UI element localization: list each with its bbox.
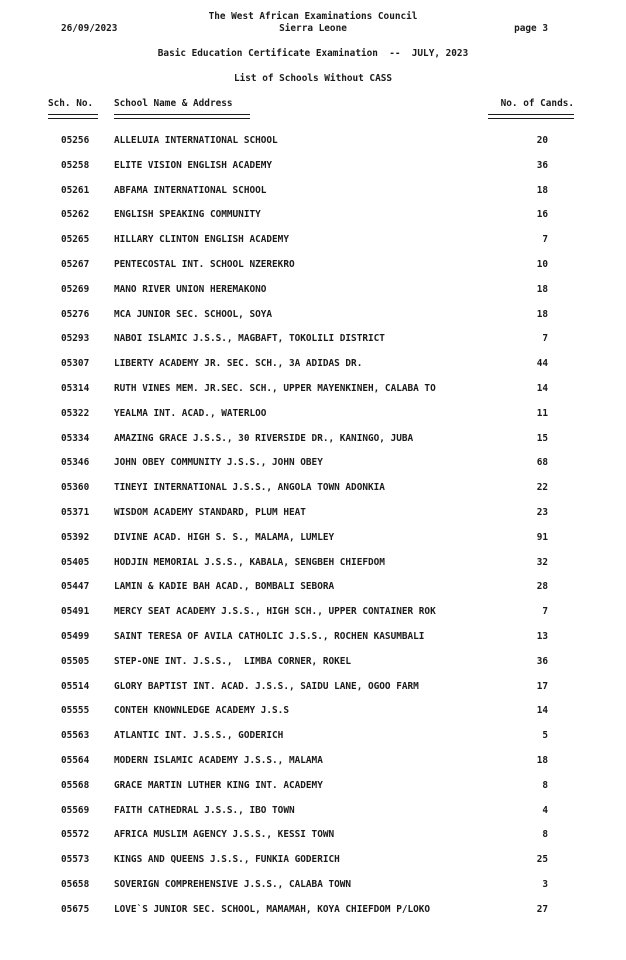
school-name: STEP-ONE INT. J.S.S., LIMBA CORNER, ROKEL xyxy=(114,655,352,667)
country-name: Sierra Leone xyxy=(279,23,347,34)
candidate-count: 7 xyxy=(542,234,548,246)
table-row xyxy=(0,457,626,469)
column-header-school-name: School Name & Address xyxy=(114,98,233,109)
school-name: GLORY BAPTIST INT. ACAD. J.S.S., SAIDU LANE, OGOO FARM xyxy=(114,680,419,692)
candidate-count: 18 xyxy=(536,283,548,295)
school-name: SAINT TERESA OF AVILA CATHOLIC J.S.S., ROCHEN KASUMBALI xyxy=(114,631,425,642)
school-number: 05346 xyxy=(61,457,90,469)
candidate-count: 4 xyxy=(542,804,548,816)
list-title: List of Schools Without CASS xyxy=(233,73,393,84)
candidate-count: 11 xyxy=(536,407,548,419)
table-row xyxy=(0,333,626,345)
school-name: AMAZING GRACE J.S.S., 30 RIVERSIDE DR., KANINGO, JUBA xyxy=(114,432,414,444)
table-row xyxy=(0,160,626,172)
table-row xyxy=(0,606,626,618)
school-name: TINEYI INTERNATIONAL J.S.S., ANGOLA TOWN ADONKIA xyxy=(114,482,385,494)
table-row xyxy=(0,681,626,693)
school-number: 05267 xyxy=(61,259,90,270)
candidate-count: 23 xyxy=(536,507,548,518)
school-name: MODERN ISLAMIC ACADEMY J.S.S., MALAMA xyxy=(114,755,323,766)
header-underline-candidates xyxy=(488,114,574,119)
table-row xyxy=(0,557,626,569)
table-row xyxy=(0,209,626,221)
table-row xyxy=(0,631,626,643)
school-number: 05658 xyxy=(61,879,90,890)
candidate-count: 18 xyxy=(536,184,548,196)
candidate-count: 3 xyxy=(542,879,548,890)
table-row xyxy=(0,135,626,147)
school-number: 05563 xyxy=(61,730,90,742)
school-name: DIVINE ACAD. HIGH S. S., MALAMA, LUMLEY xyxy=(114,531,335,543)
school-name: CONTEH KNOWNLEDGE ACADEMY J.S.S xyxy=(114,705,289,717)
school-name: ALLELUIA INTERNATIONAL SCHOOL xyxy=(114,135,278,146)
org-name: The West African Examinations Council xyxy=(208,11,418,22)
school-number: 05514 xyxy=(61,680,90,692)
school-number: 05447 xyxy=(61,581,90,593)
school-name: RUTH VINES MEM. JR.SEC. SCH., UPPER MAYENKINEH, CALABA TO xyxy=(114,383,436,394)
table-row xyxy=(0,284,626,296)
table-row xyxy=(0,879,626,891)
table-row xyxy=(0,507,626,519)
table-row xyxy=(0,234,626,246)
school-number: 05261 xyxy=(61,184,90,196)
candidate-count: 10 xyxy=(536,259,548,270)
candidate-count: 25 xyxy=(536,854,548,866)
candidate-count: 91 xyxy=(536,531,548,543)
candidate-count: 36 xyxy=(536,159,548,171)
candidate-count: 20 xyxy=(536,135,548,146)
school-number: 05569 xyxy=(61,804,90,816)
school-number: 05505 xyxy=(61,655,90,667)
column-header-school-no: Sch. No. xyxy=(48,98,94,109)
school-name: AFRICA MUSLIM AGENCY J.S.S., KESSI TOWN xyxy=(114,829,335,841)
table-row xyxy=(0,532,626,544)
school-number: 05258 xyxy=(61,159,90,171)
school-name: WISDOM ACADEMY STANDARD, PLUM HEAT xyxy=(114,507,306,518)
school-name: YEALMA INT. ACAD., WATERLOO xyxy=(114,407,267,419)
school-number: 05405 xyxy=(61,556,90,568)
school-name: FAITH CATHEDRAL J.S.S., IBO TOWN xyxy=(114,804,295,816)
school-name: MERCY SEAT ACADEMY J.S.S., HIGH SCH., UPPER CONTAINER ROK xyxy=(114,606,436,618)
table-row xyxy=(0,780,626,792)
table-row xyxy=(0,730,626,742)
school-number: 05265 xyxy=(61,234,90,246)
school-number: 05334 xyxy=(61,432,90,444)
school-name: JOHN OBEY COMMUNITY J.S.S., JOHN OBEY xyxy=(114,457,323,469)
candidate-count: 7 xyxy=(542,333,548,345)
candidate-count: 18 xyxy=(536,308,548,320)
school-name: PENTECOSTAL INT. SCHOOL NZEREKRO xyxy=(114,259,295,270)
candidate-count: 17 xyxy=(536,680,548,692)
school-number: 05675 xyxy=(61,903,90,915)
table-row xyxy=(0,408,626,420)
candidate-count: 27 xyxy=(536,903,548,915)
exam-title: Basic Education Certificate Examination -- JULY, 2023 xyxy=(157,48,469,59)
table-row xyxy=(0,829,626,841)
school-name: NABOI ISLAMIC J.S.S., MAGBAFT, TOKOLILI DISTRICT xyxy=(114,333,385,345)
school-name: ELITE VISION ENGLISH ACADEMY xyxy=(114,159,273,171)
school-name: SOVERIGN COMPREHENSIVE J.S.S., CALABA TOWN xyxy=(114,879,352,890)
table-row xyxy=(0,309,626,321)
school-number: 05269 xyxy=(61,283,90,295)
school-number: 05572 xyxy=(61,829,90,841)
school-number: 05573 xyxy=(61,854,90,866)
table-row xyxy=(0,755,626,767)
school-name: LAMIN & KADIE BAH ACAD., BOMBALI SEBORA xyxy=(114,581,335,593)
school-number: 05314 xyxy=(61,383,90,394)
candidate-count: 28 xyxy=(536,581,548,593)
candidate-count: 5 xyxy=(542,730,548,742)
candidate-count: 13 xyxy=(536,631,548,642)
school-name: KINGS AND QUEENS J.S.S., FUNKIA GODERICH xyxy=(114,854,340,866)
school-name: ABFAMA INTERNATIONAL SCHOOL xyxy=(114,184,267,196)
school-name: ENGLISH SPEAKING COMMUNITY xyxy=(114,209,261,221)
school-name: HODJIN MEMORIAL J.S.S., KABALA, SENGBEH CHIEFDOM xyxy=(114,556,385,568)
table-row xyxy=(0,482,626,494)
candidate-count: 15 xyxy=(536,432,548,444)
candidate-count: 36 xyxy=(536,655,548,667)
page-number: page 3 xyxy=(514,23,548,34)
table-row xyxy=(0,433,626,445)
school-number: 05256 xyxy=(61,135,90,146)
school-number: 05564 xyxy=(61,755,90,766)
school-number: 05307 xyxy=(61,358,90,370)
school-number: 05371 xyxy=(61,507,90,518)
table-row xyxy=(0,185,626,197)
school-number: 05322 xyxy=(61,407,90,419)
candidate-count: 32 xyxy=(536,556,548,568)
table-row xyxy=(0,854,626,866)
school-name: MCA JUNIOR SEC. SCHOOL, SOYA xyxy=(114,308,273,320)
school-number: 05555 xyxy=(61,705,90,717)
candidate-count: 16 xyxy=(536,209,548,221)
school-name: MANO RIVER UNION HEREMAKONO xyxy=(114,283,267,295)
candidate-count: 18 xyxy=(536,755,548,766)
candidate-count: 14 xyxy=(536,383,548,394)
school-name: ATLANTIC INT. J.S.S., GODERICH xyxy=(114,730,284,742)
header-underline-school-no xyxy=(48,114,98,119)
table-row xyxy=(0,259,626,271)
candidate-count: 22 xyxy=(536,482,548,494)
table-row xyxy=(0,358,626,370)
column-header-candidates: No. of Cands. xyxy=(500,98,574,109)
school-name: HILLARY CLINTON ENGLISH ACADEMY xyxy=(114,234,289,246)
candidate-count: 68 xyxy=(536,457,548,469)
candidate-count: 8 xyxy=(542,779,548,791)
school-number: 05262 xyxy=(61,209,90,221)
table-row xyxy=(0,705,626,717)
school-name: GRACE MARTIN LUTHER KING INT. ACADEMY xyxy=(114,779,323,791)
school-name: LOVE`S JUNIOR SEC. SCHOOL, MAMAMAH, KOYA CHIEFDOM P/LOKO xyxy=(114,903,431,915)
table-row xyxy=(0,904,626,916)
candidate-count: 14 xyxy=(536,705,548,717)
school-number: 05491 xyxy=(61,606,90,618)
school-number: 05276 xyxy=(61,308,90,320)
school-number: 05293 xyxy=(61,333,90,345)
print-date: 26/09/2023 xyxy=(61,23,118,34)
school-number: 05568 xyxy=(61,779,90,791)
table-row xyxy=(0,383,626,395)
candidate-count: 44 xyxy=(536,358,548,370)
table-row xyxy=(0,581,626,593)
table-row xyxy=(0,656,626,668)
header-underline-school-name xyxy=(114,114,250,119)
school-name: LIBERTY ACADEMY JR. SEC. SCH., 3A ADIDAS DR. xyxy=(114,358,363,370)
school-number: 05392 xyxy=(61,531,90,543)
table-row xyxy=(0,805,626,817)
candidate-count: 7 xyxy=(542,606,548,618)
school-number: 05499 xyxy=(61,631,90,642)
candidate-count: 8 xyxy=(542,829,548,841)
school-number: 05360 xyxy=(61,482,90,494)
